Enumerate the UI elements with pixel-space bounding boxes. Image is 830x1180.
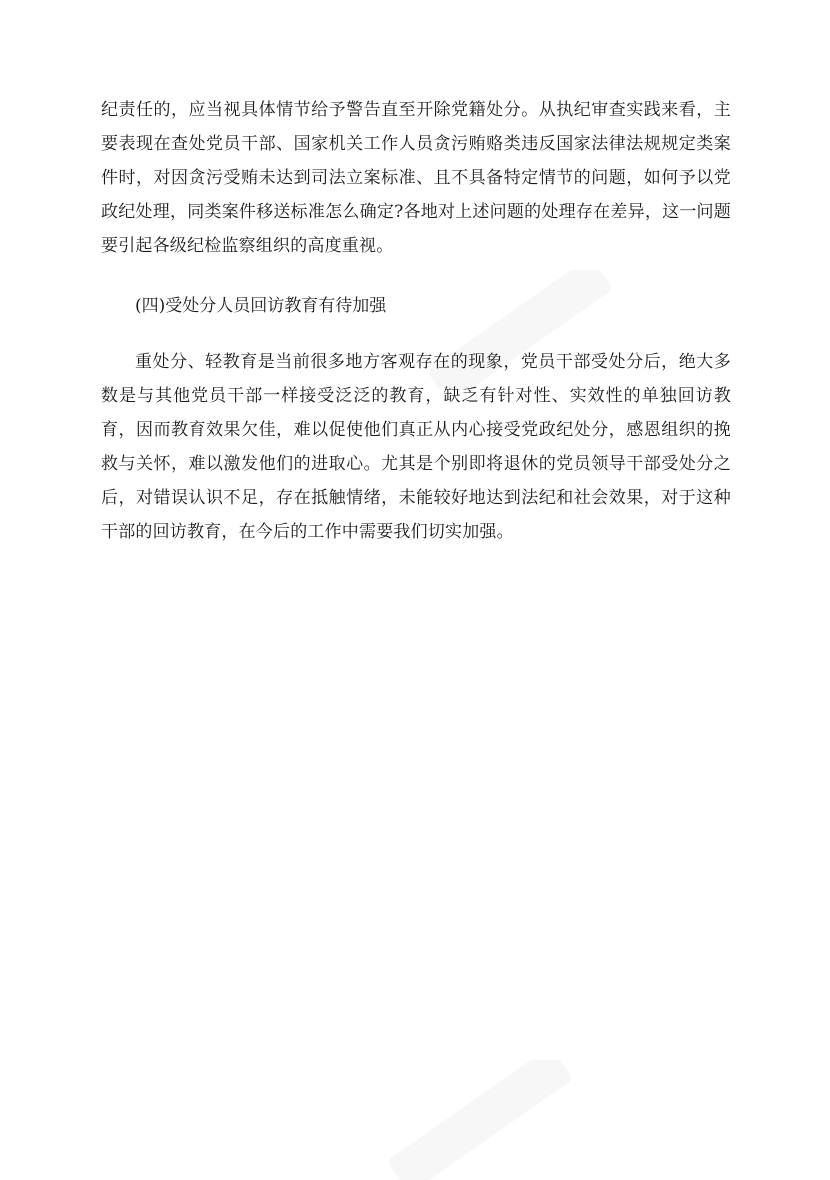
section-heading: (四)受处分人员回访教育有待加强: [135, 296, 387, 316]
watermark-logo: [360, 1060, 600, 1180]
paragraph-continued: 纪责任的，应当视具体情节给予警告直至开除党籍处分。从执纪审查实践来看，主要表现在查处党员干部、国家机关工作人员贪污贿赂类违反国家法律法规规定类案件时，对因贪污受贿未达到司法立案标准、且不具备特定情节的问题，如何予以党政纪处理，同类案件移送标准怎么确定?各地对上述问题的处理存在差异，这一问题要引起各级纪检监察组织的高度重视。: [101, 100, 731, 256]
document-body: [101, 93, 731, 549]
paragraph: 重处分、轻教育是当前很多地方客观存在的现象，党员干部受处分后，绝大多数是与其他党员干部一样接受泛泛的教育，缺乏有针对性、实效性的单独回访教育，因而教育效果欠佳，难以促使他们真正从内心接受党政纪处分，感恩组织的挽救与关怀，难以激发他们的进取心。尤其是个别即将退休的党员领导干部受处分之后，对错误认识不足，存在抵触情绪，未能较好地达到法纪和社会效果，对于这种干部的回访教育，在今后的工作中需要我们切实加强。: [101, 352, 731, 542]
